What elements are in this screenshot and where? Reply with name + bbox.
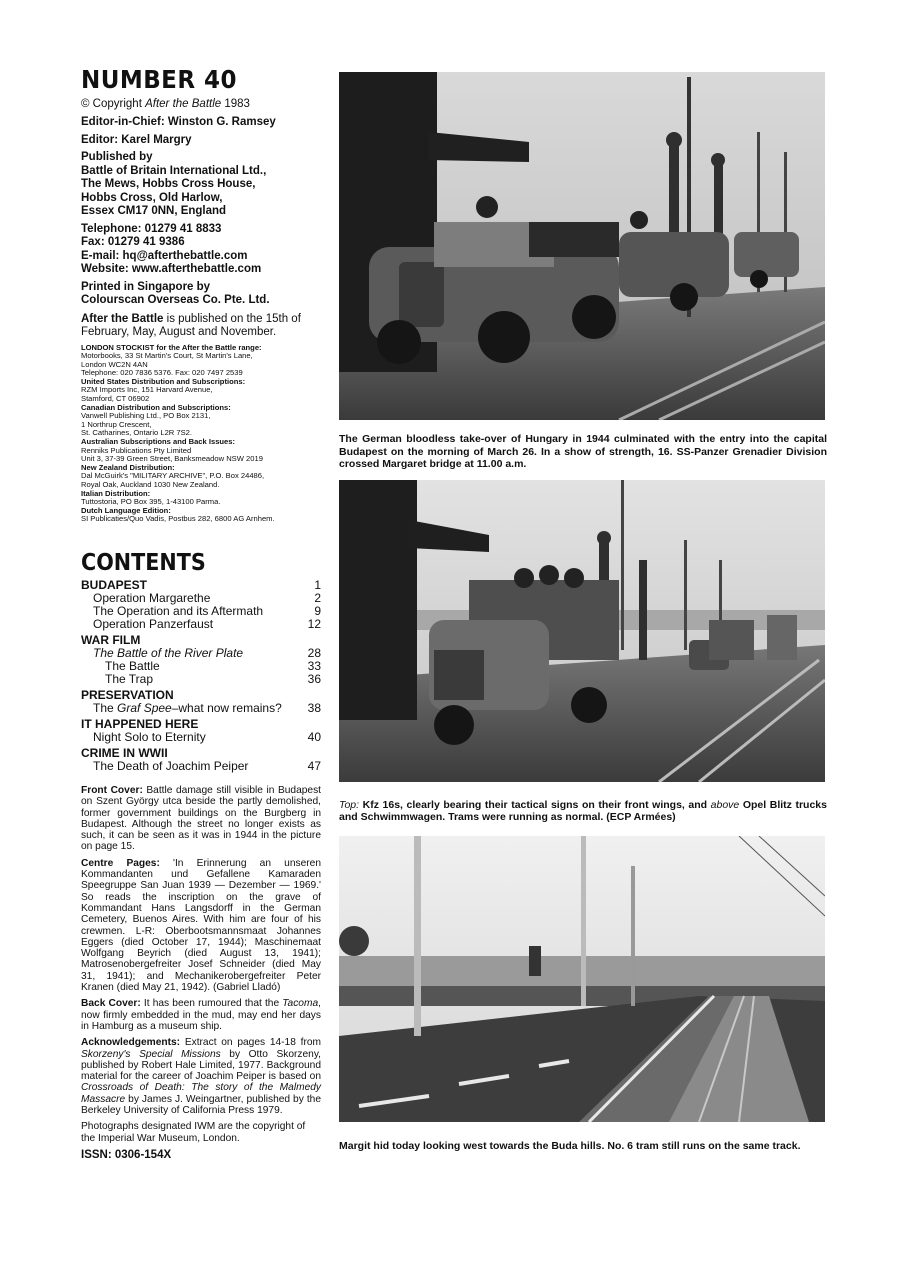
issue-number: NUMBER 40 (81, 65, 237, 94)
contents-title: CONTENTS (81, 549, 206, 576)
left-column (81, 66, 321, 1161)
iwm-copyright-note: Photographs designated IWM are the copyright of the Imperial War Museum, London. (81, 1121, 306, 1144)
toc-section-heading[interactable]: CRIME IN WWII (81, 745, 168, 760)
convoy-photo-image (339, 72, 825, 420)
back-cover-note: Back Cover: It has been rumoured that the Tacoma, now firmly embedded in the mud, may end her days in Hamburg as a museum ship. (81, 998, 321, 1032)
toc-entry[interactable]: The Battle 33 (105, 658, 321, 673)
copyright-line: © Copyright After the Battle 1983 (81, 98, 250, 110)
dist-usa: United States Distribution and Subscriptions: RZM Imports Inc, 151 Harvard Avenue, Stamford, CT 06902 (81, 376, 246, 404)
toc-entry[interactable]: The Graf Spee–what now remains? 38 (93, 700, 321, 715)
dist-dutch: Dutch Language Edition: SI Publicaties/Quo Vadis, Postbus 282, 6800 AG Arnhem. (81, 505, 275, 524)
distribution-list (81, 344, 321, 524)
front-cover-note: Front Cover: Battle damage still visible in Budapest on Szent György utca beside the partly demolished, former government buildings on the Burgberg in Budapest. Although the street no longer exists as such, it can be seen as it was in 1944 in the picture on page 15. (81, 784, 321, 853)
toc-entry[interactable]: Operation Margarethe 2 (93, 590, 321, 605)
modern-bridge-photo-image (339, 836, 825, 1122)
toc-section-heading[interactable]: IT HAPPENED HERE (81, 716, 199, 731)
dist-canada: Canadian Distribution and Subscriptions: Vanwell Publishing Ltd., PO Box 2131, 1 Northrup Crescent, St. Catharines, Ontario L2R 7S2. (81, 402, 231, 438)
dist-australia: Australian Subscriptions and Back Issues: Renniks Publications Pty Limited Unit 3, 37-39 Green Street, Banksmeadow NSW 2019 (81, 437, 263, 464)
publication-schedule: After the Battle is published on the 15th of February, May, August and November. (81, 312, 301, 338)
dist-london: LONDON STOCKIST for the After the Battle range: Motorbooks, 33 St Martin's Court, St Martin's Lane, London WC2N 4AN Telephone: 020 7836 5376. Fax: 020 7497 2539 (81, 342, 262, 378)
toc-section-heading[interactable]: WAR FILM (81, 632, 141, 647)
toc-entry[interactable]: The Trap 36 (105, 671, 321, 686)
cover-notes (81, 785, 321, 1161)
editor-in-chief: Editor-in-Chief: Winston G. Ramsey (81, 116, 276, 128)
acknowledgements-note: Acknowledgements: Extract on pages 14-18 from Skorzeny's Special Missions by Otto Skorzeny, published by Robert Hale Limited, 1977. Background material for the career of Joachim Peiper is based on Crossroads of Death: The story of the Malmedy Massacre by James J. Weingartner, published by the Berkeley University of California Press 1979. (81, 1037, 321, 1116)
right-column (339, 72, 827, 1152)
toc-entry[interactable]: Operation Panzerfaust 12 (93, 616, 321, 631)
dist-italy: Italian Distribution: Tuttostoria, PO Box 395, 1-43100 Parma. (81, 488, 221, 507)
dist-new-zealand: New Zealand Distribution: Dal McGuirk's "MILITARY ARCHIVE", P.O. Box 24486, Royal Oak, Auckland 1030 New Zealand. (81, 462, 265, 489)
issn: ISSN: 0306-154X (81, 1148, 172, 1161)
contact-block: Telephone: 01279 41 8833 Fax: 01279 41 9386 E-mail: hq@afterthebattle.com Website: www.afterthebattle.com (81, 222, 262, 275)
trucks-photo-image (339, 480, 825, 782)
toc-entry[interactable]: Night Solo to Eternity 40 (93, 729, 321, 744)
editor: Editor: Karel Margry (81, 134, 192, 146)
toc-entry[interactable]: The Death of Joachim Peiper 47 (93, 758, 321, 773)
caption-photo-1: The German bloodless take-over of Hungary in 1944 culminated with the entry into the capital Budapest on the morning of March 26. In a show of strength, 16. SS-Panzer Grenadier Division crossed Margaret bridge at 11.00 a.m. (339, 433, 827, 470)
printer-block: Printed in Singapore by Colourscan Overseas Co. Pte. Ltd. (81, 280, 270, 306)
publisher-block: Published by Battle of Britain International Ltd., The Mews, Hobbs Cross House, Hobbs Cross, Old Harlow, Essex CM17 0NN, England (81, 151, 267, 217)
toc-entry[interactable]: The Operation and its Aftermath 9 (93, 603, 321, 618)
centre-pages-note: Centre Pages: 'In Erinnerung an unseren Kommandanten und Gefallene Kamaraden Speegruppe San Juan 1939 — Dezember — 1969.' So reads the inscription on the grave of Kommandant Hans Langsdorff in the German Cemetery, Buenos Aires. With him are four of his crewmen. L-R: Oberbootsmannsmaat Johannes Eggers (died October 17, 1944); Maschinemaat Wolfgang Beyrich (died August 13, 1941); Matrosenobergefreiter Josef Schneider (died May 31, 1941); and Mechanikerobergefreiter Peter Kranen (died May 21, 1942). (Gabriel Lladó) (81, 857, 321, 994)
photo-convoy-margaret-bridge (339, 72, 825, 420)
photo-opel-blitz-trucks (339, 480, 825, 782)
photo-margit-bridge-today (339, 836, 825, 1122)
toc-section-heading[interactable]: BUDAPEST 1 (81, 577, 321, 592)
toc-entry[interactable]: The Battle of the River Plate 28 (93, 645, 321, 660)
toc-section-heading[interactable]: PRESERVATION (81, 687, 174, 702)
caption-photo-3: Margit hid today looking west towards the Buda hills. No. 6 tram still runs on the same track. (339, 1139, 801, 1152)
table-of-contents (81, 579, 321, 773)
caption-photo-2: Top: Kfz 16s, clearly bearing their tactical signs on their front wings, and above Opel Blitz trucks and Schwimmwagen. Trams were running as normal. (ECP Armées) (339, 798, 827, 823)
